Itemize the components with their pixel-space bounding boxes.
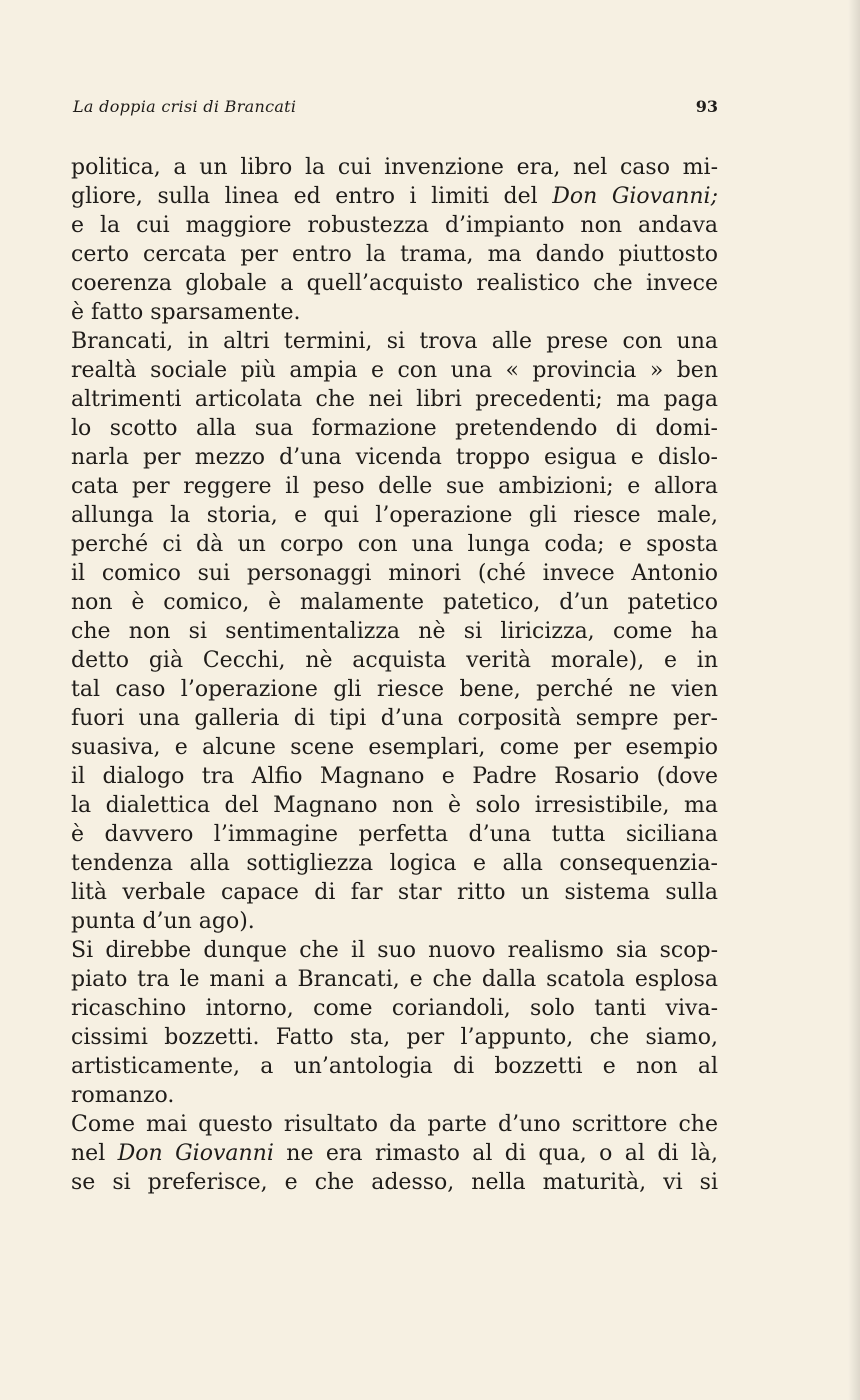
text-line: perché ci dà un corpo con una lunga coda; e sposta (71, 532, 718, 557)
text-line: piato tra le mani a Brancati, e che dalla scatola esplosa (71, 967, 718, 992)
page-number: 93 (695, 97, 718, 116)
text-line: lità verbale capace di far star ritto un sistema sulla (71, 880, 718, 905)
text-line: Come mai questo risultato da parte d’uno scrittore che (71, 1112, 718, 1137)
running-header (73, 97, 718, 121)
text-line: che non si sentimentalizza nè si liricizza, come ha (71, 619, 718, 644)
text-line: romanzo. (71, 1083, 175, 1108)
text-line: è davvero l’immagine perfetta d’una tutta siciliana (71, 822, 718, 847)
text-line: ricaschino intorno, come coriandoli, solo tanti viva- (71, 996, 718, 1021)
text-line: punta d’un ago). (71, 909, 255, 934)
text-line: fuori una galleria di tipi d’una corposità sempre per- (71, 706, 718, 731)
text-line: gliore, sulla linea ed entro i limiti del Don Giovanni; (71, 184, 718, 209)
text-line: è fatto sparsamente. (71, 300, 301, 325)
text-line: narla per mezzo d’una vicenda troppo esigua e dislo- (71, 445, 718, 470)
text-line: cata per reggere il peso delle sue ambizioni; e allora (71, 474, 718, 499)
page-edge-shadow (848, 0, 860, 1400)
text-line: realtà sociale più ampia e con una « provincia » ben (71, 358, 718, 383)
text-line: lo scotto alla sua formazione pretendendo di domi- (71, 416, 718, 441)
text-line: Brancati, in altri termini, si trova alle prese con una (71, 329, 718, 354)
text-line: non è comico, è malamente patetico, d’un patetico (71, 590, 718, 615)
text-line: detto già Cecchi, nè acquista verità morale), e in (71, 648, 718, 673)
text-line: coerenza globale a quell’acquisto realistico che invece (71, 271, 718, 296)
text-line: politica, a un libro la cui invenzione era, nel caso mi- (71, 155, 718, 180)
text-line: altrimenti articolata che nei libri precedenti; ma paga (71, 387, 718, 412)
text-line: Si direbbe dunque che il suo nuovo realismo sia scop- (71, 938, 718, 963)
text-line: la dialettica del Magnano non è solo irresistibile, ma (71, 793, 718, 818)
text-line: tal caso l’operazione gli riesce bene, perché ne vien (71, 677, 718, 702)
text-line: allunga la storia, e qui l’operazione gli riesce male, (71, 503, 718, 528)
text-line: cissimi bozzetti. Fatto sta, per l’appunto, che siamo, (71, 1025, 718, 1050)
running-title: La doppia crisi di Brancati (73, 97, 297, 116)
text-line: artisticamente, a un’antologia di bozzetti e non al (71, 1054, 718, 1079)
text-line: certo cercata per entro la trama, ma dando piuttosto (71, 242, 718, 267)
body-text (71, 153, 718, 1197)
text-line: tendenza alla sottigliezza logica e alla consequenzia- (71, 851, 718, 876)
text-line: e la cui maggiore robustezza d’impianto non andava (71, 213, 718, 238)
text-line: se si preferisce, e che adesso, nella maturità, vi si (71, 1170, 718, 1195)
text-line: suasiva, e alcune scene esemplari, come per esempio (71, 735, 718, 760)
text-line: il dialogo tra Alfio Magnano e Padre Rosario (dove (71, 764, 718, 789)
text-line: nel Don Giovanni ne era rimasto al di qua, o al di là, (71, 1141, 718, 1166)
text-line: il comico sui personaggi minori (ché invece Antonio (71, 561, 718, 586)
